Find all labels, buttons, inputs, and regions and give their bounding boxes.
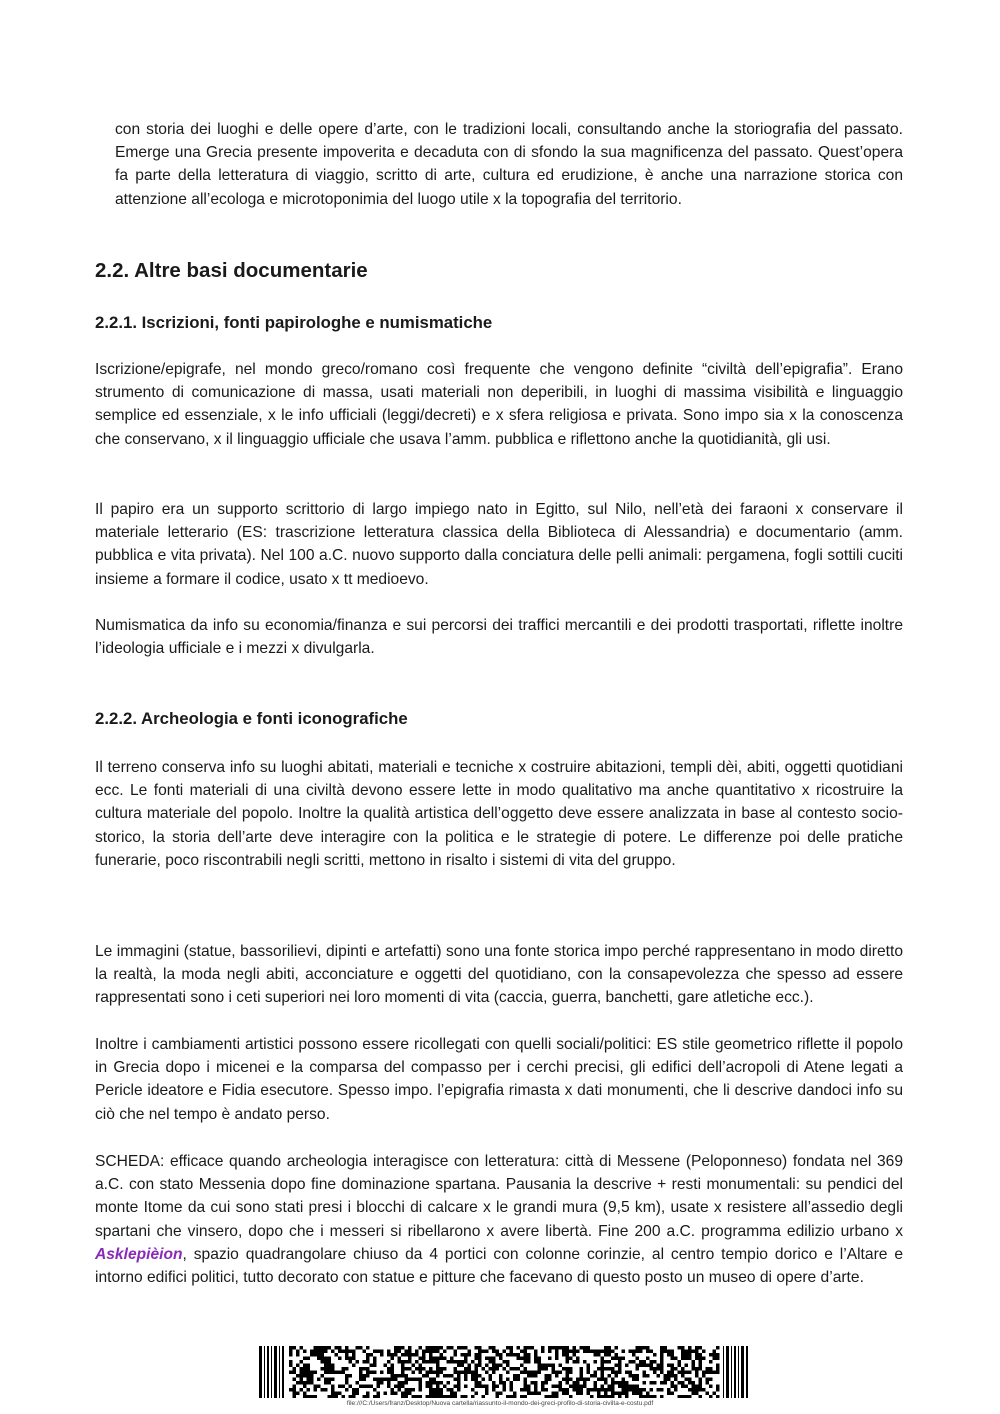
paragraph-papiro: Il papiro era un supporto scrittorio di largo impiego nato in Egitto, sul Nilo, nell’età dei faraoni x conservare il materiale letterario (ES: trascrizione letteratura classica della Biblioteca di Alessandria) e documentario (amm. pubblica e vita privata). Nel 100 a.C. nuovo supporto dalla conciatura delle pelli animali: pergamena, fogli sottili cuciti insieme a formare il codice, usato x tt medioevo. [95,501,903,588]
section-heading-2-2: 2.2. Altre basi documentarie [95,259,368,282]
paragraph-archeologia: Il terreno conserva info su luoghi abitati, materiali e tecniche x costruire abitazioni, templi dèi, abiti, oggetti quotidiani ecc. Le fonti materiali di una civiltà devono essere lette in modo qualitativo ma anche quantitativo x ricostruire la cultura materiale del popolo. Inoltre la qualità artistica dell’oggetto deve essere analizzata in base al contesto socio-storico, la storia dell’arte deve interagire con la politica e le strategie di potere. Le differenze poi delle pratiche funerarie, poco riscontrabili negli scritti, mettono in risalto i sistemi di vita del gruppo. [95,759,903,869]
paragraph-epigrafia: Iscrizione/epigrafe, nel mondo greco/romano così frequente che vengono definite “civiltà dell’epigrafia”. Erano strumento di comunicazione di massa, usati materiali non deperibili, in luoghi di massima visibilità e linguaggio semplice ed essenziale, x le info ufficiali (leggi/decreti) e x sfera religiosa e privata. Sono impo sia x la conoscenza che conservano, x il linguaggio ufficiale che usava l’amm. pubblica e riflettono anche la quotidianità, gli usi. [95,361,903,448]
scheda-text-before: SCHEDA: efficace quando archeologia interagisce con letteratura: città di Messene (Peloponneso) fondata nel 369 a.C. con stato Messenia dopo fine dominazione spartana. Pausania la descrive + resti monumentali: su pendici del monte Itome da cui sono stati presi i blocchi di calcare x le grandi mura (9,5 km), usate x resistere all’assedio degli spartani che vinsero, dopo che i messeri si ribellarono x avere libertà. Fine 200 a.C. programma edilizio urbano x [95,1153,903,1240]
paragraph-scheda-messene [95,1150,903,1289]
paragraph-immagini: Le immagini (statue, bassorilievi, dipinti e artefatti) sono una fonte storica impo perché rappresentano in modo diretto la realtà, la moda negli abiti, acconciature e oggetti del quotidiano, con la consapevolezza che spesso ad essere rappresentati sono i ceti superiori nei loro momenti di vita (caccia, guerra, banchetti, gare atletiche ecc.). [95,943,903,1007]
subsection-heading-2-2-2: 2.2.2. Archeologia e fonti iconografiche [95,709,408,728]
footer-file-path: file:///C:/Users/franz/Desktop/Nuova cartella/riassunto-il-mondo-dei-greci-profilo-di-storia-civilta-e-costu.pdf [346,1400,654,1407]
scheda-text-after: , spazio quadrangolare chiuso da 4 portici con colonne corinzie, al centro tempio dorico e l’Altare e intorno edifici politici, tutto decorato con statue e pitture che facevano di questo posto un museo di opere d’arte. [95,1245,903,1287]
intro-paragraph: con storia dei luoghi e delle opere d’arte, con le tradizioni locali, consultando anche la storiografia del passato. Emerge una Grecia presente impoverita e decaduta con di sfondo la sua magnificenza del passato. Quest’opera fa parte della letteratura di viaggio, scritto di arte, cultura ed erudizione, è anche una narrazione storica con attenzione all’ecologa e microtoponimia del luogo utile x la topografia del territorio. [115,121,903,208]
paragraph-numismatica: Numismatica da info su economia/finanza e sui percorsi dei traffici mercantili e dei prodotti trasportati, riflette inoltre l’ideologia ufficiale e i mezzi x divulgarla. [95,617,903,658]
barcode-graphic [259,1346,749,1398]
asklepieion-highlight: Asklepièion [95,1245,183,1263]
subsection-heading-2-2-1: 2.2.1. Iscrizioni, fonti papirologhe e numismatiche [95,313,493,332]
paragraph-cambiamenti-artistici: Inoltre i cambiamenti artistici possono essere ricollegati con quelli sociali/politici: ES stile geometrico riflette il popolo in Grecia dopo i micenei e la comparsa del compasso per i cerchi precisi, gli edifici dell’acropoli di Atene legati a Pericle ideatore e Fidia esecutore. Spesso impo. l’epigrafia rimasta x dati monumenti, che li descrive dandoci info su ciò che nel tempo è andato perso. [95,1036,903,1123]
